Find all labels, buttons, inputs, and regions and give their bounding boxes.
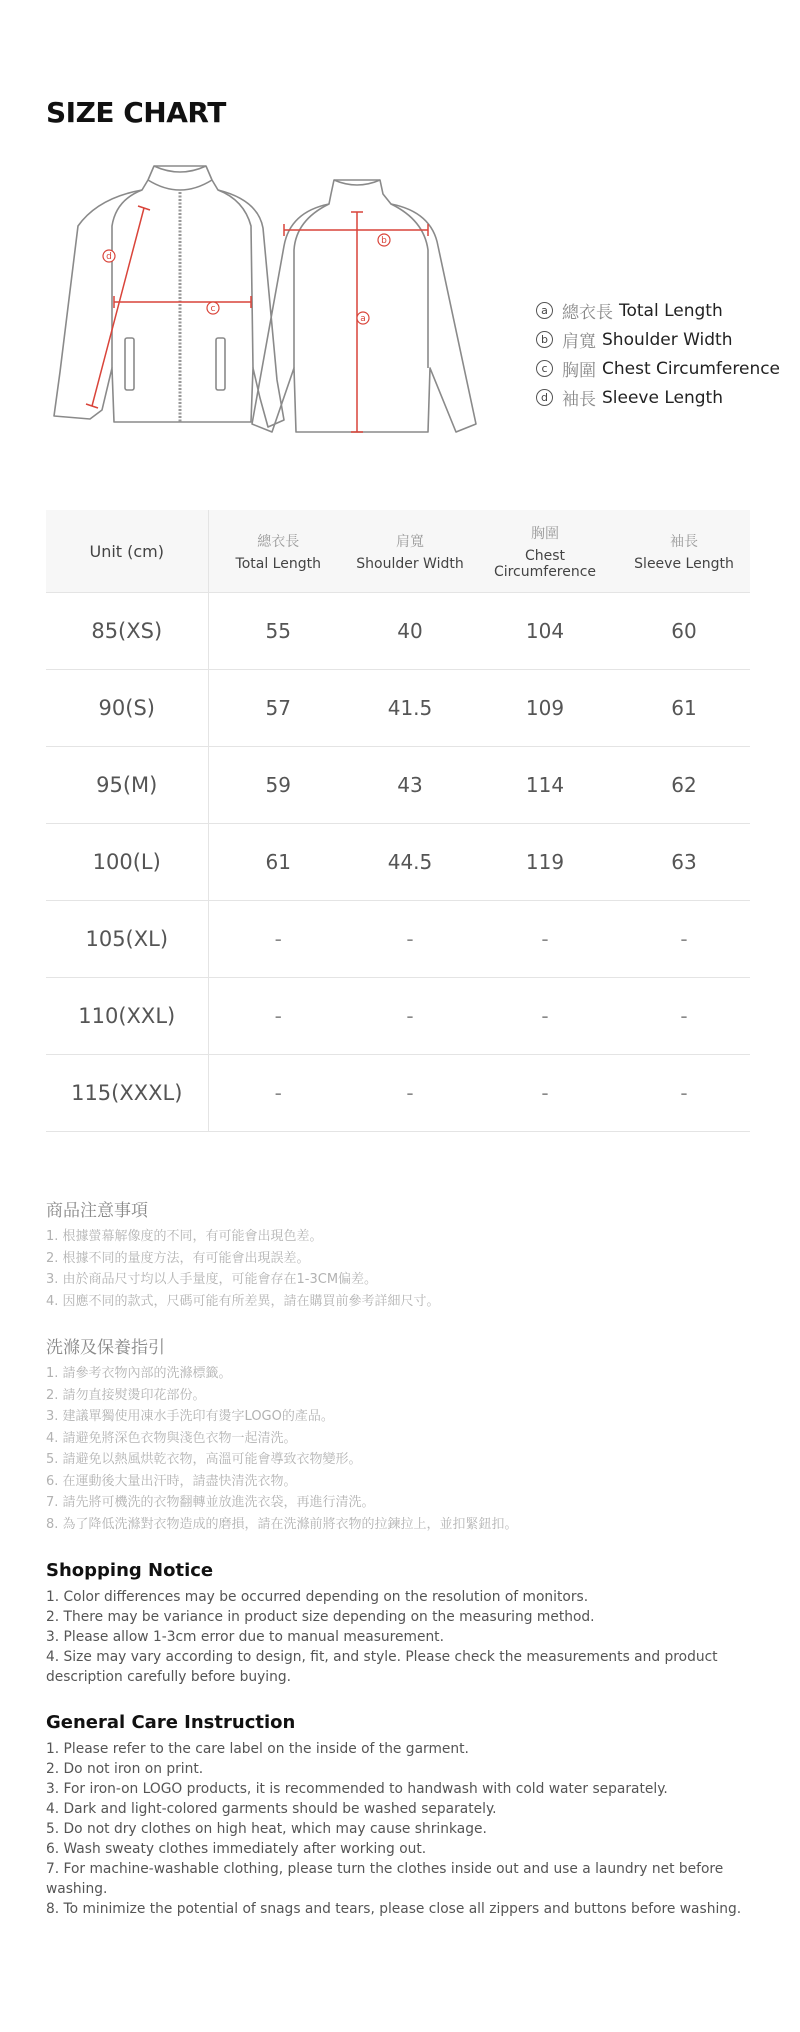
column-header-total-length	[208, 510, 348, 593]
marker-c: c	[210, 304, 216, 314]
list-item: 2. There may be variance in product size depending on the measuring method.	[46, 1609, 595, 1625]
list-item: 4. 請避免將深色衣物與淺色衣物一起清洗。	[46, 1430, 297, 1446]
legend-badge: d	[536, 389, 553, 406]
value-cell: -	[472, 901, 618, 978]
marker-b: b	[381, 236, 387, 246]
value-cell: -	[208, 901, 348, 978]
front-jacket-outline	[54, 166, 284, 427]
size-cell: 110(XXL)	[46, 978, 208, 1055]
back-jacket-outline	[252, 180, 476, 432]
value-cell: -	[348, 978, 472, 1055]
legend-badge: b	[536, 331, 553, 348]
list-item: 3. Please allow 1-3cm error due to manual measurement.	[46, 1629, 444, 1645]
list-item: 3. 由於商品尺寸均以人手量度，可能會存在1-3CM偏差。	[46, 1272, 378, 1287]
list-item: 6. 在運動後大量出汗時，請盡快清洗衣物。	[46, 1473, 297, 1489]
list-item: 1. 根據螢幕解像度的不同，有可能會出現色差。	[46, 1229, 323, 1244]
legend-label-zh: 肩寬	[562, 332, 596, 352]
value-cell: -	[618, 978, 750, 1055]
value-cell: 55	[208, 593, 348, 670]
value-cell: 114	[472, 747, 618, 824]
zh-care-instruction	[46, 1333, 766, 1535]
column-header-en: Shoulder Width	[356, 555, 464, 572]
list-item: 7. For machine-washable clothing, please turn the clothes inside out and use a laundry net before washing.	[46, 1861, 724, 1897]
section-heading: 商品注意事項	[46, 1201, 148, 1221]
unit-header: Unit (cm)	[46, 510, 208, 593]
table-row	[46, 978, 750, 1055]
column-header-chest-circumference	[472, 510, 618, 593]
legend-chest-circumference	[536, 354, 780, 383]
marker-a: a	[360, 314, 366, 324]
value-cell: 44.5	[348, 824, 472, 901]
marker-d: d	[106, 252, 112, 262]
list-item: 2. Do not iron on print.	[46, 1761, 204, 1777]
column-header-zh: 肩寬	[396, 533, 424, 550]
section-heading: Shopping Notice	[46, 1560, 214, 1581]
list-item: 2. 請勿直接熨燙印花部份。	[46, 1387, 206, 1403]
value-cell: -	[348, 1055, 472, 1132]
measurement-markers	[103, 234, 390, 324]
list-item: 8. To minimize the potential of snags and tears, please close all zippers and buttons before washing.	[46, 1901, 742, 1917]
value-cell: 62	[618, 747, 750, 824]
column-header-shoulder-width	[348, 510, 472, 593]
value-cell: -	[208, 1055, 348, 1132]
list-item: 8. 為了降低洗滌對衣物造成的磨損，請在洗滌前將衣物的拉鍊拉上，並扣緊鈕扣。	[46, 1516, 518, 1532]
legend-label-en: Shoulder Width	[602, 329, 733, 350]
value-cell: 109	[472, 670, 618, 747]
table-row	[46, 1055, 750, 1132]
legend-label-en: Chest Circumference	[602, 358, 781, 379]
column-header-zh: 總衣長	[257, 533, 300, 550]
size-cell: 105(XL)	[46, 901, 208, 978]
column-header-sleeve-length	[618, 510, 750, 593]
list-item: 1. Color differences may be occurred depending on the resolution of monitors.	[46, 1589, 589, 1605]
column-header-zh: 袖長	[670, 533, 698, 550]
list-item: 6. Wash sweaty clothes immediately after working out.	[46, 1841, 427, 1857]
legend-total-length	[536, 296, 780, 325]
legend-label-zh: 袖長	[562, 390, 596, 410]
list-item: 7. 請先將可機洗的衣物翻轉並放進洗衣袋，再進行清洗。	[46, 1495, 375, 1510]
value-cell: -	[618, 901, 750, 978]
value-cell: -	[472, 1055, 618, 1132]
legend-label-en: Total Length	[619, 300, 723, 321]
measurement-legend	[536, 296, 780, 412]
value-cell: 61	[208, 824, 348, 901]
value-cell: -	[348, 901, 472, 978]
value-cell: 41.5	[348, 670, 472, 747]
value-cell: 119	[472, 824, 618, 901]
legend-label-zh: 總衣長	[562, 303, 613, 323]
value-cell: 59	[208, 747, 348, 824]
size-cell: 100(L)	[46, 824, 208, 901]
list-item: 1. 請參考衣物內部的洗滌標籤。	[46, 1366, 232, 1381]
table-row	[46, 747, 750, 824]
list-item: 5. 請避免以熱風烘乾衣物，高溫可能會導致衣物變形。	[46, 1452, 362, 1467]
section-heading: General Care Instruction	[46, 1712, 296, 1733]
table-row	[46, 824, 750, 901]
legend-sleeve-length	[536, 383, 780, 412]
size-cell: 95(M)	[46, 747, 208, 824]
list-item: 4. Size may vary according to design, fit, and style. Please check the measurements and product description carefully before buying.	[46, 1649, 718, 1685]
value-cell: 43	[348, 747, 472, 824]
table-row	[46, 901, 750, 978]
value-cell: 40	[348, 593, 472, 670]
section-heading: 洗滌及保養指引	[46, 1338, 165, 1358]
legend-label-en: Sleeve Length	[602, 387, 723, 408]
value-cell: 63	[618, 824, 750, 901]
value-cell: -	[472, 978, 618, 1055]
value-cell: 104	[472, 593, 618, 670]
column-header-en: Chest Circumference	[493, 547, 597, 580]
jacket-diagram	[46, 160, 486, 450]
column-header-en: Sleeve Length	[634, 555, 734, 572]
value-cell: 61	[618, 670, 750, 747]
en-care-instruction	[46, 1712, 766, 1919]
list-item: 2. 根據不同的量度方法，有可能會出現誤差。	[46, 1250, 310, 1266]
size-cell: 85(XS)	[46, 593, 208, 670]
value-cell: 60	[618, 593, 750, 670]
column-header-zh: 胸圍	[531, 525, 559, 542]
table-row	[46, 593, 750, 670]
value-cell: -	[618, 1055, 750, 1132]
list-item: 4. Dark and light-colored garments should be washed separately.	[46, 1801, 497, 1817]
size-table	[46, 510, 750, 1132]
legend-label-zh: 胸圍	[562, 361, 596, 381]
table-header-row	[46, 510, 750, 593]
value-cell: 57	[208, 670, 348, 747]
list-item: 4. 因應不同的款式，尺碼可能有所差異，請在購買前參考詳細尺寸。	[46, 1293, 440, 1309]
list-item: 1. Please refer to the care label on the inside of the garment.	[46, 1741, 469, 1757]
table-row	[46, 670, 750, 747]
legend-shoulder-width	[536, 325, 780, 354]
list-item: 3. For iron-on LOGO products, it is recommended to handwash with cold water separately.	[46, 1781, 668, 1797]
list-item: 5. Do not dry clothes on high heat, which may cause shrinkage.	[46, 1821, 487, 1837]
list-item: 3. 建議單獨使用凍水手洗印有燙字LOGO的產品。	[46, 1409, 334, 1424]
legend-badge: c	[536, 360, 553, 377]
size-cell: 90(S)	[46, 670, 208, 747]
zh-shopping-notice	[46, 1196, 766, 1312]
column-header-en: Total Length	[235, 555, 321, 572]
legend-badge: a	[536, 302, 553, 319]
value-cell: -	[208, 978, 348, 1055]
size-cell: 115(XXXL)	[46, 1055, 208, 1132]
en-shopping-notice	[46, 1560, 766, 1687]
page-title: SIZE CHART	[46, 96, 226, 129]
